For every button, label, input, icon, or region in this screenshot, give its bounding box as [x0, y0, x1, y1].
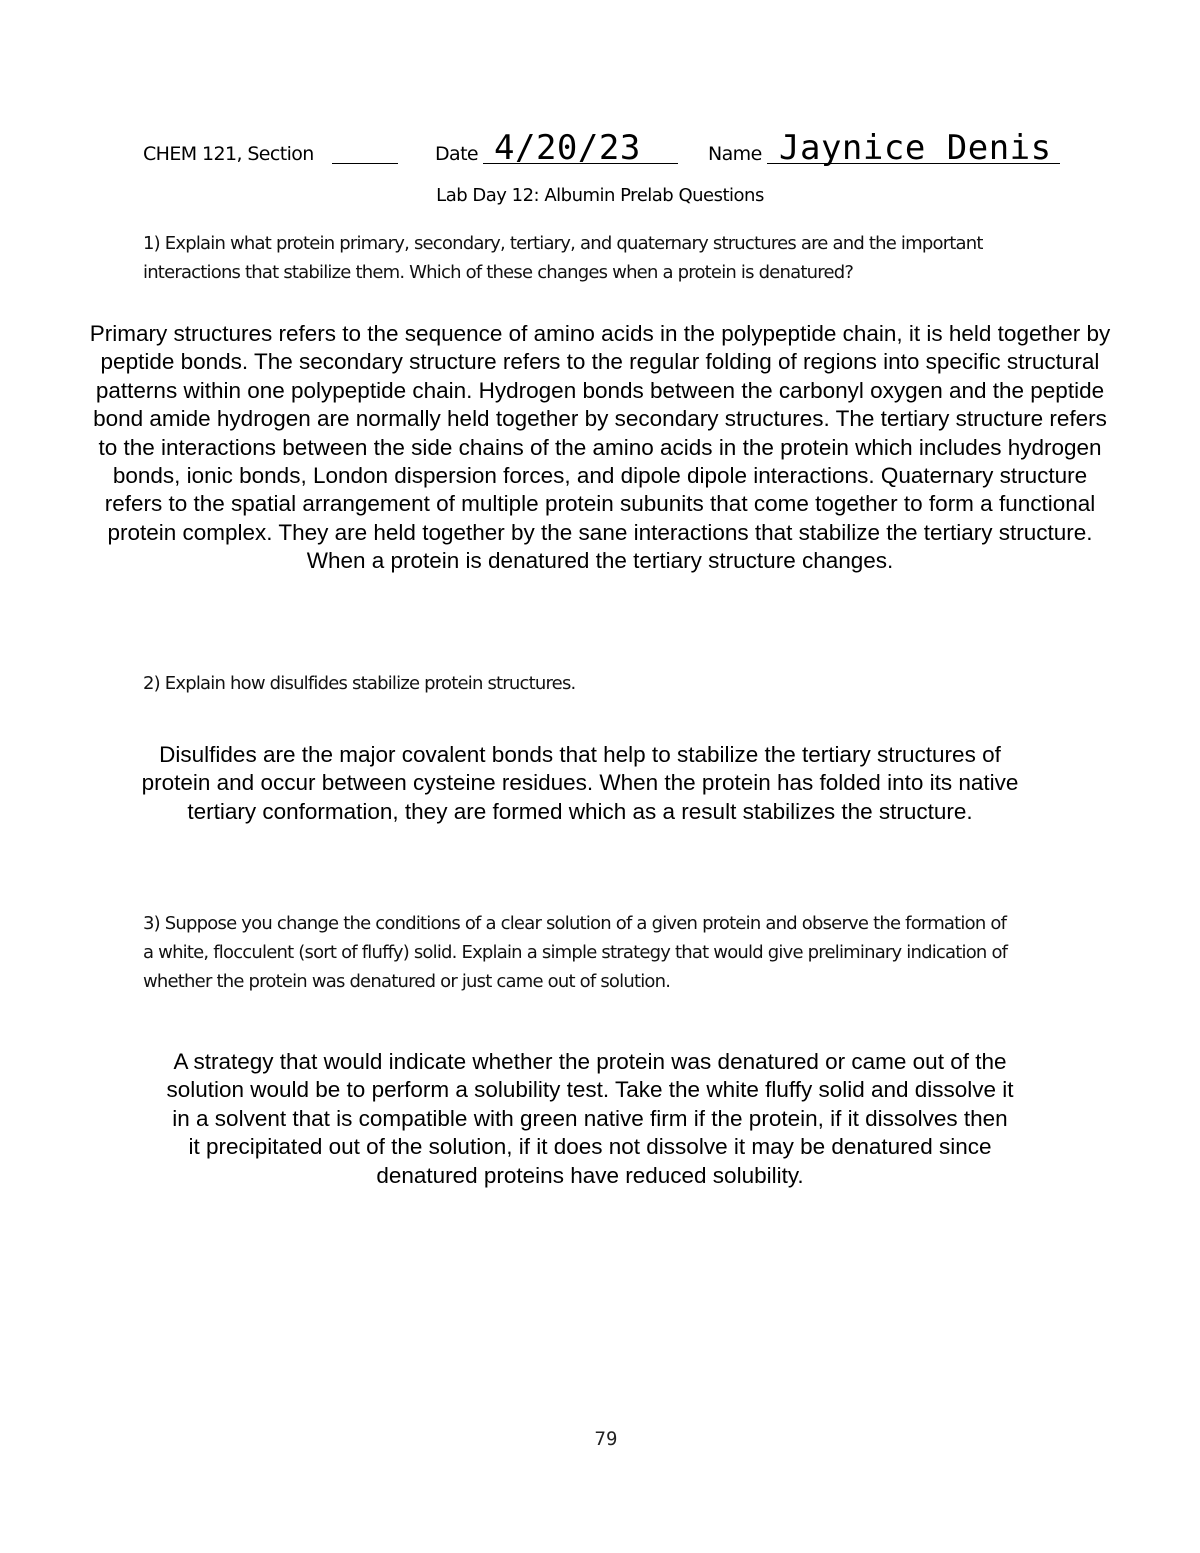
- question-line: 1) Explain what protein primary, secondary, tertiary, and quaternary structures are and the important: [143, 233, 983, 254]
- answer-line: to the interactions between the side chains of the amino acids in the protein which includes hydrogen: [98, 434, 1102, 460]
- question-1: [143, 229, 983, 287]
- answer-line: Disulfides are the major covalent bonds that help to stabilize the tertiary structures of: [159, 742, 1001, 767]
- answer-line: denatured proteins have reduced solubility.: [376, 1162, 804, 1188]
- question-line: a white, flocculent (sort of fluffy) solid. Explain a simple strategy that would give preliminary indication of: [143, 942, 1008, 963]
- answer-line: Primary structures refers to the sequence of amino acids in the polypeptide chain, it is held together by: [89, 321, 1111, 346]
- question-line: whether the protein was denatured or just came out of solution.: [143, 971, 671, 992]
- date-value: 4/20/23: [494, 128, 641, 168]
- page-title: Lab Day 12: Albumin Prelab Questions: [436, 185, 764, 206]
- answer-line: tertiary conformation, they are formed which as a result stabilizes the structure.: [187, 798, 973, 824]
- section-blank-line: [332, 163, 398, 164]
- answer-line: bonds, ionic bonds, London dispersion forces, and dipole dipole interactions. Quaternary structure: [112, 463, 1088, 489]
- name-label: Name: [708, 143, 762, 165]
- answer-1: [0, 320, 1200, 576]
- question-3: [143, 909, 1007, 996]
- name-value: Jaynice Denis: [779, 128, 1052, 168]
- answer-2: [0, 741, 1160, 826]
- answer-line: peptide bonds. The secondary structure refers to the regular folding of regions into specific structural: [100, 349, 1100, 375]
- question-line: 3) Suppose you change the conditions of a clear solution of a given protein and observe the formation of: [143, 913, 1007, 934]
- question-line: interactions that stabilize them. Which of these changes when a protein is denatured?: [143, 262, 854, 283]
- answer-3: [0, 1048, 1180, 1190]
- answer-line: protein and occur between cysteine residues. When the protein has folded into its native: [141, 770, 1019, 796]
- answer-line: refers to the spatial arrangement of multiple protein subunits that come together to form a functional: [104, 491, 1096, 517]
- page-number: 79: [594, 1428, 618, 1450]
- answer-line: solution would be to perform a solubility test. Take the white fluffy solid and dissolve it: [166, 1077, 1014, 1103]
- answer-line: When a protein is denatured the tertiary structure changes.: [306, 548, 894, 574]
- answer-line: A strategy that would indicate whether the protein was denatured or came out of the: [173, 1049, 1007, 1074]
- answer-line: it precipitated out of the solution, if it does not dissolve it may be denatured since: [188, 1134, 992, 1160]
- answer-line: patterns within one polypeptide chain. Hydrogen bonds between the carbonyl oxygen and the peptide: [95, 377, 1105, 403]
- question-2: [143, 669, 575, 698]
- course-section-label: CHEM 121, Section: [143, 143, 314, 165]
- answer-line: bond amide hydrogen are normally held together by secondary structures. The tertiary structure refers: [93, 406, 1107, 432]
- answer-line: in a solvent that is compatible with green native firm if the protein, if it dissolves then: [172, 1105, 1008, 1131]
- question-line: 2) Explain how disulfides stabilize protein structures.: [143, 673, 576, 694]
- answer-line: protein complex. They are held together by the sane interactions that stabilize the tertiary structure.: [107, 519, 1093, 545]
- date-label: Date: [435, 143, 479, 165]
